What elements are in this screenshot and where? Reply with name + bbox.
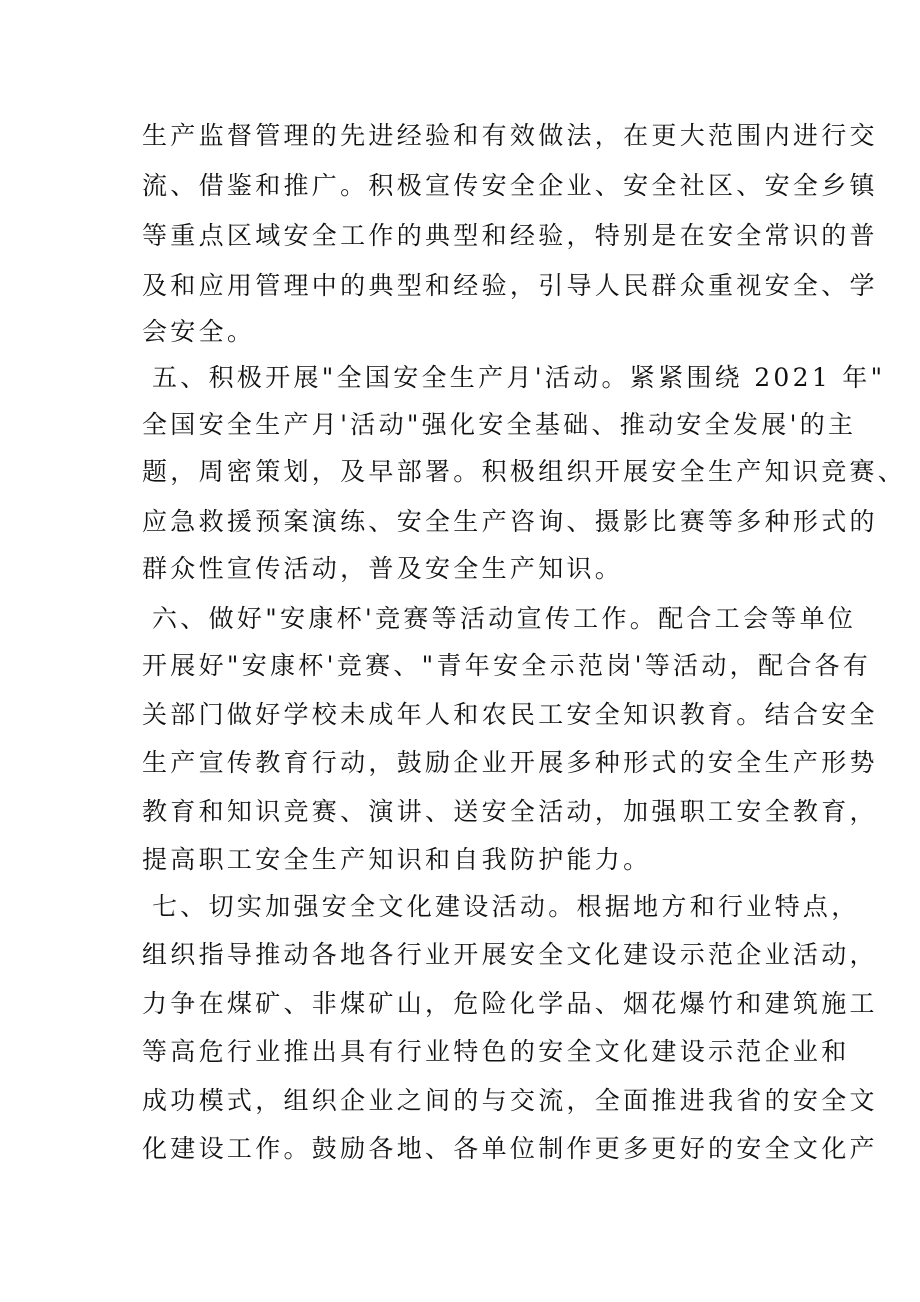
- text-line: 等高危行业推出具有行业特色的安全文化建设示范企业和: [142, 1037, 850, 1066]
- text-line: 开展好"安康杯'竞赛、"青年安全示范岗'等活动，配合各有: [142, 651, 872, 680]
- text-line: 流、借鉴和推广。积极宣传安全企业、安全社区、安全乡镇: [142, 171, 878, 200]
- text-line: 力争在煤矿、非煤矿山，危险化学品、烟花爆竹和建筑施工: [142, 989, 878, 1018]
- text-line: 生产监督管理的先进经验和有效做法，在更大范围内进行交: [142, 121, 878, 150]
- text-line: 组织指导推动各地各行业开展安全文化建设示范企业活动，: [142, 940, 878, 969]
- text-line: 群众性宣传活动，普及安全生产知识。: [142, 554, 624, 583]
- text-line: 生产宣传教育行动，鼓励企业开展多种形式的安全生产形势: [142, 748, 878, 777]
- text-line: 化建设工作。鼓励各地、各单位制作更多更好的安全文化产: [142, 1134, 878, 1163]
- text-line: 应急救援预案演练、安全生产咨询、摄影比赛等多种形式的: [142, 507, 878, 536]
- text-line: 及和应用管理中的典型和经验，引导人民群众重视安全、学: [142, 271, 878, 300]
- section-heading-5: 五、积极开展"全国安全生产月'活动。紧紧围绕 2021 年": [152, 363, 886, 392]
- section-heading-7: 七、切实加强安全文化建设活动。根据地方和行业特点，: [152, 892, 860, 921]
- text-line: 等重点区域安全工作的典型和经验，特别是在安全常识的普: [142, 221, 878, 250]
- text-line: 题，周密策划，及早部署。积极组织开展安全生产知识竞赛、: [142, 457, 907, 486]
- text-line: 成功模式，组织企业之间的与交流，全面推进我省的安全文: [142, 1086, 878, 1115]
- text-line: 提高职工安全生产知识和自我防护能力。: [142, 845, 652, 874]
- text-line: 教育和知识竞赛、演讲、送安全活动，加强职工安全教育，: [142, 797, 878, 826]
- text-line: 全国安全生产月'活动"强化安全基础、推动安全发展'的主: [142, 410, 857, 439]
- text-line: 会安全。: [142, 317, 256, 346]
- text-line: 关部门做好学校未成年人和农民工安全知识教育。结合安全: [142, 700, 878, 729]
- section-heading-6: 六、做好"安康杯'竞赛等活动宣传工作。配合工会等单位: [152, 604, 857, 633]
